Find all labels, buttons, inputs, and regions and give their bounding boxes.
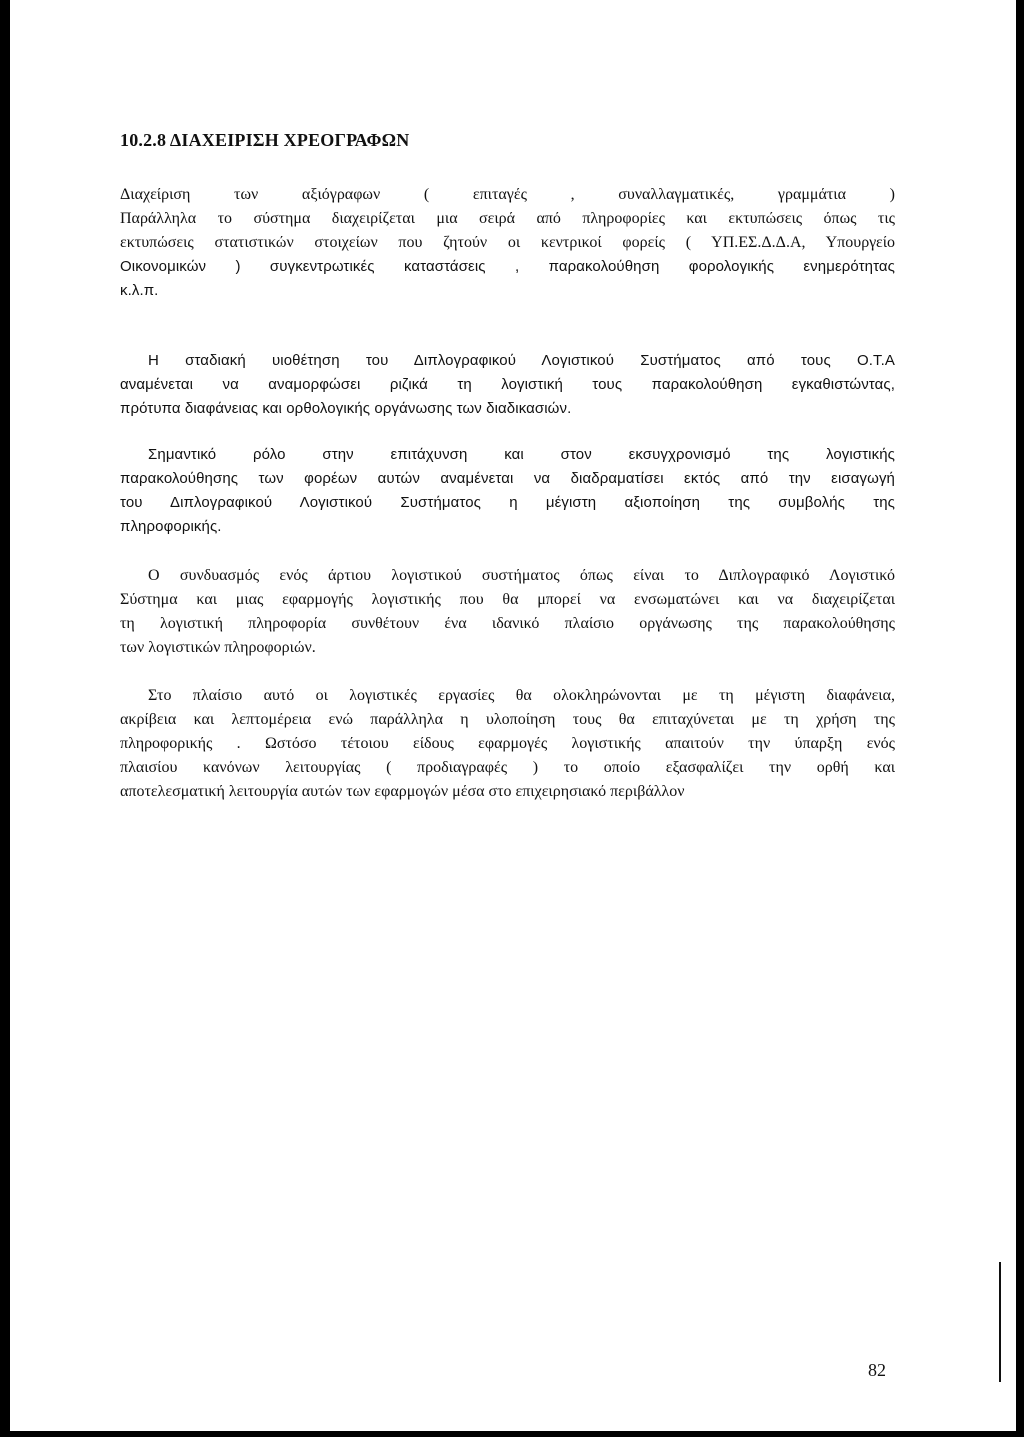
paragraph-line: εκτυπώσεις στατιστικών στοιχείων που ζητούν οι κεντρικοί φορείς ( ΥΠ.ΕΣ.Δ.Δ.Α, Υπουργείο [120,234,895,251]
paragraph-line: Στο πλαίσιο αυτό οι λογιστικές εργασίες θα ολοκληρώνονται με τη μέγιστη διαφάνεια, [148,687,895,704]
paragraph-line: πρότυπα διαφάνειας και ορθολογικής οργάνωσης των διαδικασιών. [120,400,572,417]
paragraph-line: αναμένεται να αναμορφώσει ριζικά τη λογιστική τους παρακολούθηση εγκαθιστώντας, [120,376,895,393]
paragraph-line: αποτελεσματική λειτουργία αυτών των εφαρμογών μέσα στο επιχειρησιακό περιβάλλον [120,783,685,800]
paragraph-line: του Διπλογραφικού Λογιστικού Συστήματος η μέγιστη αξιοποίηση της συμβολής της [120,494,895,511]
paragraph-informatics-role [120,443,895,539]
paragraph-line: τη λογιστική πληροφορία συνθέτουν ένα ιδανικό πλαίσιο οργάνωσης της παρακολούθησης [120,615,895,632]
page-number: 82 [868,1360,886,1380]
paragraph-line: Η σταδιακή υιοθέτηση του Διπλογραφικού Λογιστικού Συστήματος από τους Ο.Τ.Α [148,352,895,369]
scan-border-bottom [0,1431,1024,1437]
paragraph-line: παρακολούθησης των φορέων αυτών αναμένεται να διαδραματίσει εκτός από την εισαγωγή [120,470,895,487]
paragraph-line: ακρίβεια και λεπτομέρεια ενώ παράλληλα η υλοποίηση τους θα επιταχύνεται με τη χρήση της [120,711,895,728]
paragraph-line: κ.λ.π. [120,282,159,299]
paragraph-line: Οικονομικών ) συγκεντρωτικές καταστάσεις , παρακολούθηση φορολογικής ενημερότητας [120,258,895,275]
scan-border-left [0,0,10,1437]
paragraph-securities-management [120,183,895,303]
margin-rule [999,1262,1001,1382]
paragraph-line: πλαισίου κανόνων λειτουργίας ( προδιαγραφές ) το οποίο εξασφαλίζει την ορθή και [120,759,895,776]
paragraph-line: πληροφορικής. [120,518,222,535]
paragraph-line: Σημαντικό ρόλο στην επιτάχυνση και στον εκσυγχρονισμό της λογιστικής [148,446,895,463]
paragraph-line: Διαχείριση των αξιόγραφων ( επιταγές , συναλλαγματικές, γραμμάτια ) [120,186,895,203]
paragraph-line: πληροφορικής . Ωστόσο τέτοιου είδους εφαρμογές λογιστικής απαιτούν την ύπαρξη ενός [120,735,895,752]
scan-border-right [1016,0,1024,1437]
paragraph-line: Σύστημα και μιας εφαρμογής λογιστικής που θα μπορεί να ενσωματώνει και να διαχειρίζεται [120,591,895,608]
paragraph-line: Ο συνδυασμός ενός άρτιου λογιστικού συστήματος όπως είναι το Διπλογραφικό Λογιστικό [148,567,895,584]
paragraph-system-combination [120,564,895,660]
paragraph-line: Παράλληλα το σύστημα διαχειρίζεται μια σειρά από πληροφορίες και εκτυπώσεις όπως τις [120,210,895,227]
section-heading: 10.2.8 ΔΙΑΧΕΙΡΙΣΗ ΧΡΕΟΓΡΑΦΩΝ [120,130,410,150]
paragraph-line: των λογιστικών πληροφοριών. [120,639,316,656]
paragraph-double-entry-adoption [120,349,895,421]
paragraph-transparency-framework [120,684,895,804]
